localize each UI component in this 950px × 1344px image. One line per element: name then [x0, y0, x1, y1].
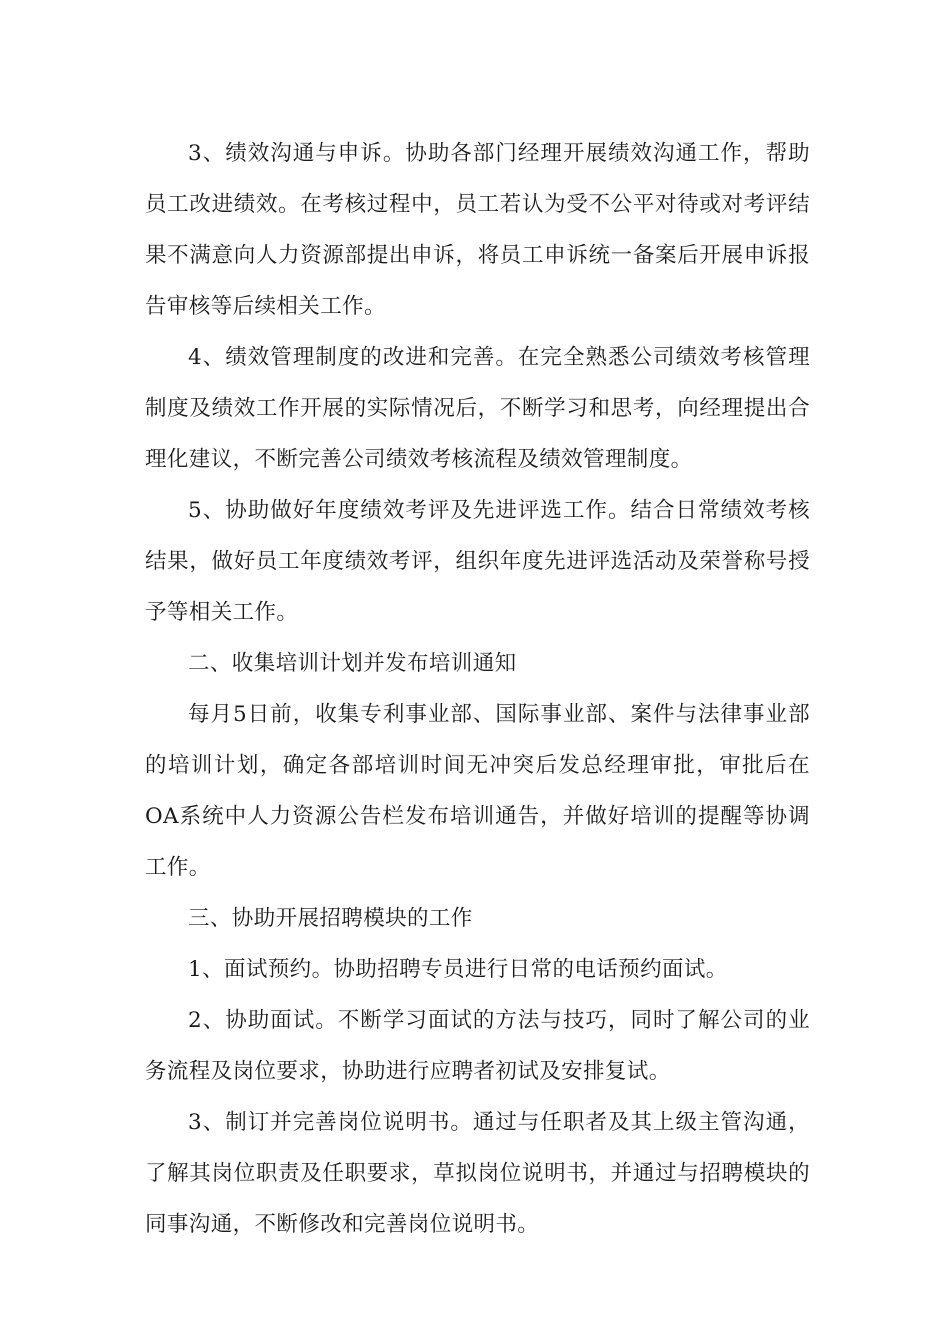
section-heading-recruitment: 三、协助开展招聘模块的工作: [188, 906, 473, 931]
document-body: [145, 128, 810, 1250]
paragraph-interview-appointment: 1、面试预约。协助招聘专员进行日常的电话预约面试。: [188, 957, 728, 982]
paragraph-job-description: 3、制订并完善岗位说明书。通过与任职者及其上级主管沟通，了解其岗位职责及任职要求，草拟岗位说明书，并通过与招聘模块的同事沟通，不断修改和完善岗位说明书。: [145, 1110, 810, 1237]
paragraph-performance-communication: 3、绩效沟通与申诉。协助各部门经理开展绩效沟通工作，帮助员工改进绩效。在考核过程中，员工若认为受不公平对待或对考评结果不满意向人力资源部提出申诉，将员工申诉统一备案后开展申诉报告审核等后续相关工作。: [145, 141, 810, 319]
paragraph-interview-assist: 2、协助面试。不断学习面试的方法与技巧，同时了解公司的业务流程及岗位要求，协助进行应聘者初试及安排复试。: [145, 1008, 810, 1084]
paragraph-annual-evaluation: 5、协助做好年度绩效考评及先进评选工作。结合日常绩效考核结果，做好员工年度绩效考评，组织年度先进评选活动及荣誉称号授予等相关工作。: [145, 498, 810, 625]
paragraph-training-notice: 每月5日前，收集专利事业部、国际事业部、案件与法律事业部的培训计划，确定各部培训时间无冲突后发总经理审批，审批后在OA系统中人力资源公告栏发布培训通告，并做好培训的提醒等协调工作。: [145, 702, 810, 880]
section-heading-training: 二、收集培训计划并发布培训通知: [188, 651, 517, 676]
paragraph-performance-system-improvement: 4、绩效管理制度的改进和完善。在完全熟悉公司绩效考核管理制度及绩效工作开展的实际情况后，不断学习和思考，向经理提出合理化建议，不断完善公司绩效考核流程及绩效管理制度。: [145, 345, 810, 472]
